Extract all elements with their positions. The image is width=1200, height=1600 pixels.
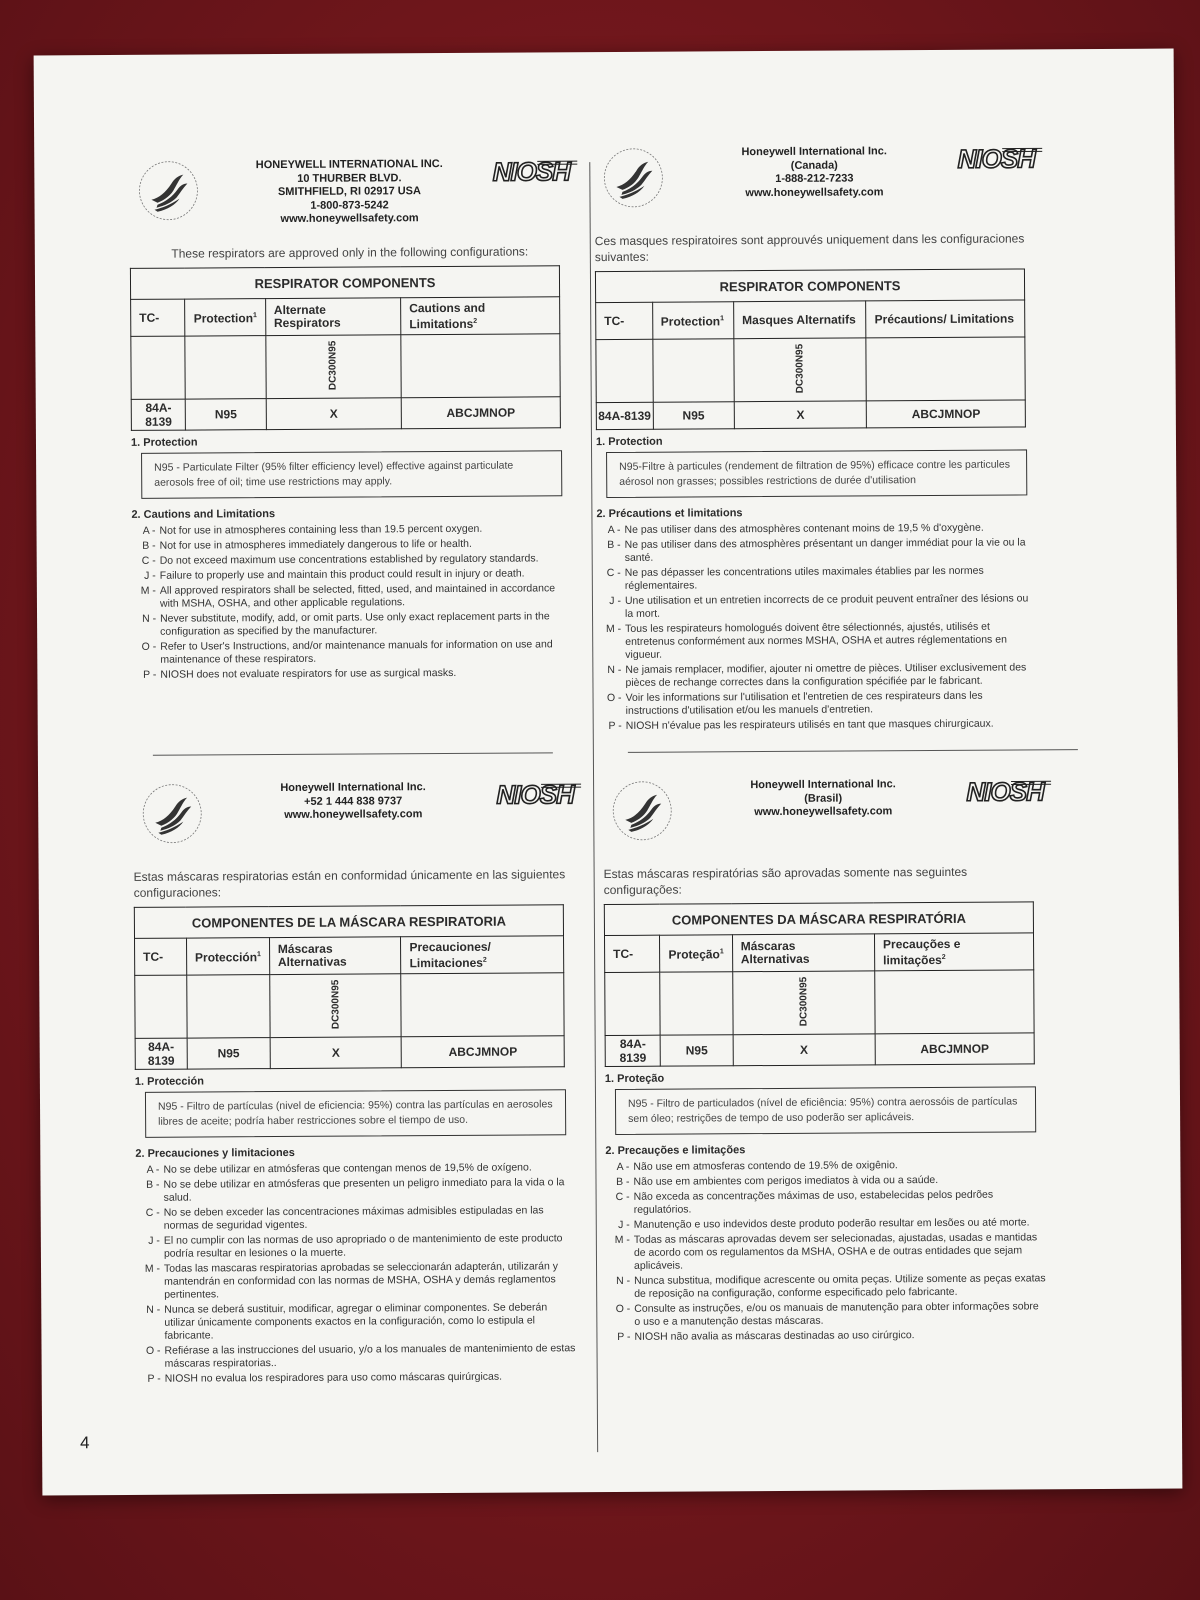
caution-text: Todas as máscaras aprovadas devem ser selecionadas, ajustadas, usadas e mantidas de acordo com os regulamentos da MSHA, OSHA e de outras entidades que sejam aplicáveis. [633,1231,1038,1272]
caution-item [132,638,572,667]
niosh-logo [957,775,1053,811]
column-header [185,299,265,336]
column-header-label: Protección [194,950,258,965]
table-cell: 84A-8139 [131,399,186,430]
caution-item [606,1300,1046,1329]
table-cell: X [270,1037,402,1069]
caution-text: Voir les informations sur l'utilisation et l'entretien de ces respirateurs dans les instructions d'utilisation et/ou les manuels d'entretien. [625,689,983,717]
caution-key: J - [144,569,156,582]
cautions-heading: 2. Precauciones y limitaciones [135,1146,295,1160]
caution-text: Ne pas utiliser dans des atmosphères contenant moins de 19,5 % d'oxygène. [624,521,984,536]
caution-item [132,552,572,568]
niosh-logo [483,155,579,191]
column-header [401,297,560,335]
address-line: (Canada) [790,159,838,172]
company-address [223,781,483,823]
address-line: +52 1 444 838 9737 [304,794,403,808]
protection-heading: 1. Protección [134,1075,204,1088]
alternate-model-label: DC300N95 [794,343,806,394]
address-line: www.honeywellsafety.com [284,808,423,821]
caution-key: N - [142,612,157,625]
blank-cell [660,972,733,1035]
column-header [131,299,186,336]
column-header [186,938,269,976]
column-header [732,934,875,972]
table-cell: 84A-8139 [135,1038,187,1069]
column-header [874,933,1033,971]
caution-item [597,661,1037,690]
section-header [133,770,574,865]
alternate-model-label: DC300N95 [329,979,342,1029]
niosh-logo-text: NIOSH [496,779,574,809]
caution-text: NIOSH does not evaluate respirators for use as surgical masks. [160,666,457,681]
caution-item [597,536,1037,565]
address-line: SMITHFIELD, RI 02917 USA [277,185,422,199]
caution-item [606,1216,1046,1232]
caution-text: Nunca substitua, modifique acrescente ou omita peças. Utilize somente as peças exatas de reposição na configuração, conforme especificado pelo fabricante. [634,1272,1046,1300]
section-french [594,134,1038,735]
table-row [605,1033,1034,1067]
caution-text: Failure to properly use and maintain this product could result in injury or death. [159,567,525,582]
caution-key: C - [141,554,156,567]
caution-key: M - [140,584,156,597]
column-header-label: Proteção [668,947,720,962]
respirator-components-table [134,904,565,1070]
caution-key: B - [142,539,156,552]
hhs-seal-icon [602,147,664,209]
footnote-marker: 2 [941,953,946,961]
caution-text: Consulte as instruções, e/ou os manuais de manutenção para obter informações sobre o uso e a manutenção destas máscaras. [634,1300,1039,1328]
caution-item [606,1188,1046,1217]
table-cell: N95 [187,1038,270,1070]
blank-cell [866,337,1025,401]
caution-item [596,521,1036,537]
caution-text: Do not exceed maximum use concentrations established by regulatory standards. [159,552,539,567]
table-cell: 84A-8139 [596,402,653,429]
caution-item [132,567,572,583]
caution-item [136,1342,576,1371]
protection-heading: 1. Protection [130,436,198,449]
caution-text: Never substitute, modify, add, or omit parts. Use only exact replacement parts in the configuration as specified by the manufacturer. [160,610,550,638]
alternate-model-label: DC300N95 [327,340,340,390]
caution-key: O - [615,1302,631,1315]
address-line: (Brasil) [804,792,843,805]
column-header-label: Protection [193,311,254,326]
niosh-logo-text: NIOSH [966,776,1044,806]
caution-text: NIOSH n'évalue pas les respirateurs utilisés en tant que masques chirurgicaux. [625,717,994,732]
caution-text: No se deben exceder las concentraciones máximas admisibles estipuladas en las normas de seguridad vigentes. [163,1204,544,1232]
footnote-marker: 2 [482,956,487,964]
caution-item [132,666,572,682]
caution-key: A - [607,523,621,536]
table-row [596,400,1025,430]
company-address [684,145,944,201]
table-cell: N95 [660,1035,732,1066]
caution-text: Refer to User's Instructions, and/or maintenance manuals for information on use and maintenance of these respirators. [160,638,553,666]
cautions-list [131,522,572,682]
intro-text: These respirators are approved only in the following configurations: [171,244,529,261]
cautions-heading: 2. Cautions and Limitations [131,508,276,521]
caution-item [137,1370,577,1386]
caution-text: No se debe utilizar en atmósferas que contengan menos de 19,5% de oxígeno. [163,1161,532,1176]
caution-key: J - [618,1218,630,1231]
caution-text: All approved respirators shall be selected, fitted, used, and maintained in accordance with MSHA, OSHA, and other applicable regulations. [159,582,556,610]
table-title: COMPONENTES DE LA MÁSCARA RESPIRATORIA [134,905,563,939]
caution-item [136,1204,576,1233]
caution-key: A - [616,1160,630,1173]
niosh-logo [948,142,1044,178]
footnote-marker: 1 [252,312,257,320]
section-header [129,147,570,242]
table-cell: N95 [186,399,266,430]
niosh-logo-text: NIOSH [492,156,571,186]
cautions-list [135,1161,576,1386]
caution-item [606,1328,1046,1344]
address-line: HONEYWELL INTERNATIONAL INC. [255,157,443,172]
caution-key: A - [146,1163,160,1176]
caution-key: P - [608,719,622,732]
caution-item [606,1272,1046,1301]
column-header [135,938,187,975]
table-cell: ABCJMNOP [401,397,560,429]
caution-item [597,592,1037,621]
caution-key: B - [607,538,621,552]
horizontal-divider-right [628,749,1078,753]
intro-text: Estas máscaras respiratórias são aprovadas somente nas seguintes configurações: [603,864,968,898]
address-line: www.honeywellsafety.com [754,805,893,819]
blank-cell [185,336,266,399]
caution-key: M - [605,622,622,636]
column-header-label: Cautions and Limitations [409,300,486,331]
caution-item [131,522,571,538]
caution-key: P - [143,668,157,681]
address-line: Honeywell International Inc. [280,781,426,795]
caution-text: NIOSH não avalia as máscaras destinadas ao uso cirúrgico. [634,1329,915,1343]
caution-key: M - [144,1262,161,1275]
caution-text: Ne jamais remplacer, modifier, ajouter ni omettre de pièces. Utiliser exclusivement des pièces de rechange correctes dans la configuration spécifiée par le fabricant. [625,661,1027,689]
alternate-model-label: DC300N95 [798,976,810,1027]
address-line: www.honeywellsafety.com [745,185,884,199]
address-line: Honeywell International Inc. [741,145,887,159]
caution-text: Não exceda as concentrações máximas de uso, estabelecidas pelos pedrões regulatórios. [633,1188,994,1216]
column-header [401,936,564,974]
cautions-list [596,521,1037,733]
table-title: RESPIRATOR COMPONENTS [595,269,1024,303]
address-line: 1-888-212-7233 [775,172,854,185]
protection-box: N95-Filtre à particules (rendement de filtration de 95%) efficace contre les particules aérosol non grasses; possibles restrictions de durée d'utilisation [606,449,1027,498]
footnote-marker: 2 [473,317,478,325]
column-header-label: TC- [143,949,164,964]
footnote-marker: 1 [719,948,724,956]
caution-text: Une utilisation et un entretien incorrects de ce produit peuvent entraîner des lésions ou la mort. [624,592,1029,620]
caution-text: Tous les respirateurs homologués doivent être sélectionnés, ajustés, utilisés et entretenus conformément aux normes MSHA, OSHA et autres réglementations en vigueur. [625,620,1007,661]
table-cell: ABCJMNOP [402,1036,565,1068]
table-title: RESPIRATOR COMPONENTS [130,266,559,300]
section-portuguese [603,767,1047,1346]
blank-cell [652,339,734,402]
blank-cell [187,975,270,1039]
blank-cell [270,974,402,1038]
caution-item [132,582,572,611]
column-header [734,301,867,339]
address-line: www.honeywellsafety.com [280,212,419,225]
column-header [652,302,734,339]
caution-text: Não use em atmosferas contendo de 19.5% de oxigênio. [633,1159,898,1173]
caution-item [132,610,572,639]
caution-key: C - [615,1190,630,1203]
column-header-label: TC- [139,310,160,325]
caution-key: B - [146,1178,160,1191]
caution-item [597,620,1037,662]
protection-heading: 1. Protection [595,435,663,449]
caution-text: El no cumplir con las normas de uso apropriado o de mantenimiento de este producto podría resultar en lesiones o la muerte. [163,1232,563,1260]
column-header-label: TC- [613,946,634,961]
caution-text: Not for use in atmospheres immediately dangerous to life or health. [159,537,472,552]
intro-text: Estas máscaras respiratorias están en conformidad únicamente en las siguientes configuraciones: [133,867,566,900]
caution-text: NIOSH no evalua los respiradores para uso como máscaras quirúrgicas. [164,1370,503,1385]
protection-box: N95 - Particulate Filter (95% filter efficiency level) effective against particulate aerosols free of oil; time use restrictions may apply. [141,450,562,499]
protection-heading: 1. Proteção [604,1072,665,1086]
column-header [604,935,660,972]
column-header-label: TC- [604,313,625,328]
table-row [135,1036,564,1070]
column-header [265,298,401,336]
caution-text: Ne pas dépasser les concentrations utiles maximales établies par les normes réglementaires. [624,564,984,592]
blank-cell [605,972,661,1035]
section-header [594,134,1035,229]
caution-key: N - [146,1303,161,1316]
caution-text: Refiérase a las instrucciones del usuario, y/o a los manuales de mantenimiento de estas máscaras respiratorias.. [164,1342,576,1370]
horizontal-divider-left [153,752,553,755]
protection-box: N95 - Filtro de partículas (nivel de eficiencia: 95%) contra las partículas en aerosoles libres de aceite; podría haber restricciones sobre el tiempo de uso. [145,1089,566,1138]
column-header-label: Precauciones/ Limitaciones [409,939,491,970]
cautions-heading: 2. Précautions et limitations [596,507,743,521]
blank-cell [266,335,402,399]
caution-item [598,717,1038,733]
caution-key: O - [606,691,622,705]
caution-key: P - [617,1330,631,1343]
table-cell: N95 [653,402,735,429]
address-line: 10 THURBER BLVD. [297,171,402,185]
section-spanish [133,770,577,1388]
address-line: 1-800-873-5242 [310,198,389,212]
respirator-components-table [595,268,1026,430]
respirator-components-table [604,901,1035,1067]
table-cell: X [266,398,402,430]
caution-item [605,1173,1045,1189]
caution-item [135,1161,575,1177]
table-title: COMPONENTES DA MÁSCARA RESPIRATÓRIA [604,902,1033,936]
column-header [866,300,1025,338]
caution-item [605,1158,1045,1174]
caution-key: N - [607,663,622,677]
cautions-heading: 2. Precauções e limitações [605,1144,746,1158]
column-header [269,937,401,975]
hhs-seal-icon [611,780,673,842]
blank-cell [875,970,1034,1034]
blank-cell [732,971,875,1035]
blank-cell [734,338,867,402]
table-row [131,397,560,431]
table-cell: X [733,1034,875,1066]
caution-key: B - [616,1175,630,1188]
column-header-label: Masques Alternatifs [742,311,856,327]
column-header-label: Alternate Respirators [273,302,341,331]
protection-box: N95 - Filtro de particulados (nível de eficiência: 95%) contra aerossóis de partículas sem óleo; restrições de tempo de uso poderão ser aplicáveis. [615,1086,1036,1135]
caution-key: O - [141,640,157,653]
blank-cell [131,336,186,399]
caution-key: C - [145,1206,160,1219]
caution-text: No se debe utilizar en atmósferas que presenten un peligro inmediato para la vida o la salud. [163,1176,565,1204]
caution-key: P - [147,1372,161,1385]
column-header-label: Máscaras Alternativas [740,938,810,967]
table-cell: 84A-8139 [605,1035,661,1066]
table-cell: ABCJMNOP [867,400,1026,428]
footnote-marker: 1 [257,951,261,959]
caution-item [597,564,1037,593]
column-header [596,302,653,339]
intro-text: Ces masques respiratoires sont approuvés uniquement dans les configuraciones suivantes: [594,231,1025,265]
section-header [603,767,1044,862]
caution-text: Não use em ambientes com perigos imediatos à vida ou a saúde. [633,1173,939,1188]
blank-cell [596,339,653,402]
caution-item [136,1260,576,1302]
caution-item [135,1176,575,1205]
caution-key: J - [148,1234,160,1247]
section-english [129,147,572,684]
column-header-label: Máscaras Alternativas [277,941,347,970]
caution-key: O - [145,1344,161,1357]
caution-item [598,689,1038,718]
caution-key: N - [616,1274,631,1287]
hhs-seal-icon [137,159,199,221]
caution-key: M - [614,1233,630,1246]
blank-cell [401,973,564,1037]
caution-text: Nunca se deberá sustituir, modificar, agregar o eliminar componentes. Se deberán utilizar únicamente components exactos en la configuración, como lo estipula el fabricante. [164,1301,548,1342]
company-address [693,778,953,820]
caution-key: A - [142,524,156,537]
address-line: Honeywell International Inc. [750,778,896,792]
cautions-list [605,1158,1046,1344]
caution-text: Not for use in atmospheres containing less than 19.5 percent oxygen. [159,522,483,537]
company-address [219,158,479,227]
caution-item [606,1231,1046,1273]
column-header-label: Precauções e limitações [882,936,961,967]
caution-item [136,1301,576,1343]
footnote-marker: 1 [720,315,725,323]
column-header-label: Protection [660,314,721,329]
respirator-components-table [130,265,561,431]
caution-key: C - [606,566,621,580]
table-cell: X [734,401,867,429]
caution-text: Manutenção e uso indevidos deste produto poderão resultar em lesões ou até morte. [633,1216,1030,1231]
blank-cell [401,334,560,398]
blank-cell [135,975,187,1038]
caution-item [132,537,572,553]
document-sheet [34,49,1183,1496]
column-header-label: Précautions/ Limitations [874,311,1015,326]
table-cell: ABCJMNOP [875,1033,1034,1065]
hhs-seal-icon [141,782,203,844]
caution-text: Todas las mascaras respiratorias aprobadas se seleccionarán adapterán, utilizarán y mantendrán en conformidad con las normas de MSHA, OSHA y demás reglamentos pertinentes. [163,1260,559,1301]
caution-key: J - [609,594,621,607]
column-header [660,935,732,972]
niosh-logo-text: NIOSH [957,143,1036,173]
niosh-logo [487,778,583,814]
caution-text: Ne pas utiliser dans des atmosphères présentant un danger immédiat pour la vie ou la santé. [624,536,1026,564]
caution-item [136,1232,576,1261]
page-number: 4 [80,1433,90,1453]
